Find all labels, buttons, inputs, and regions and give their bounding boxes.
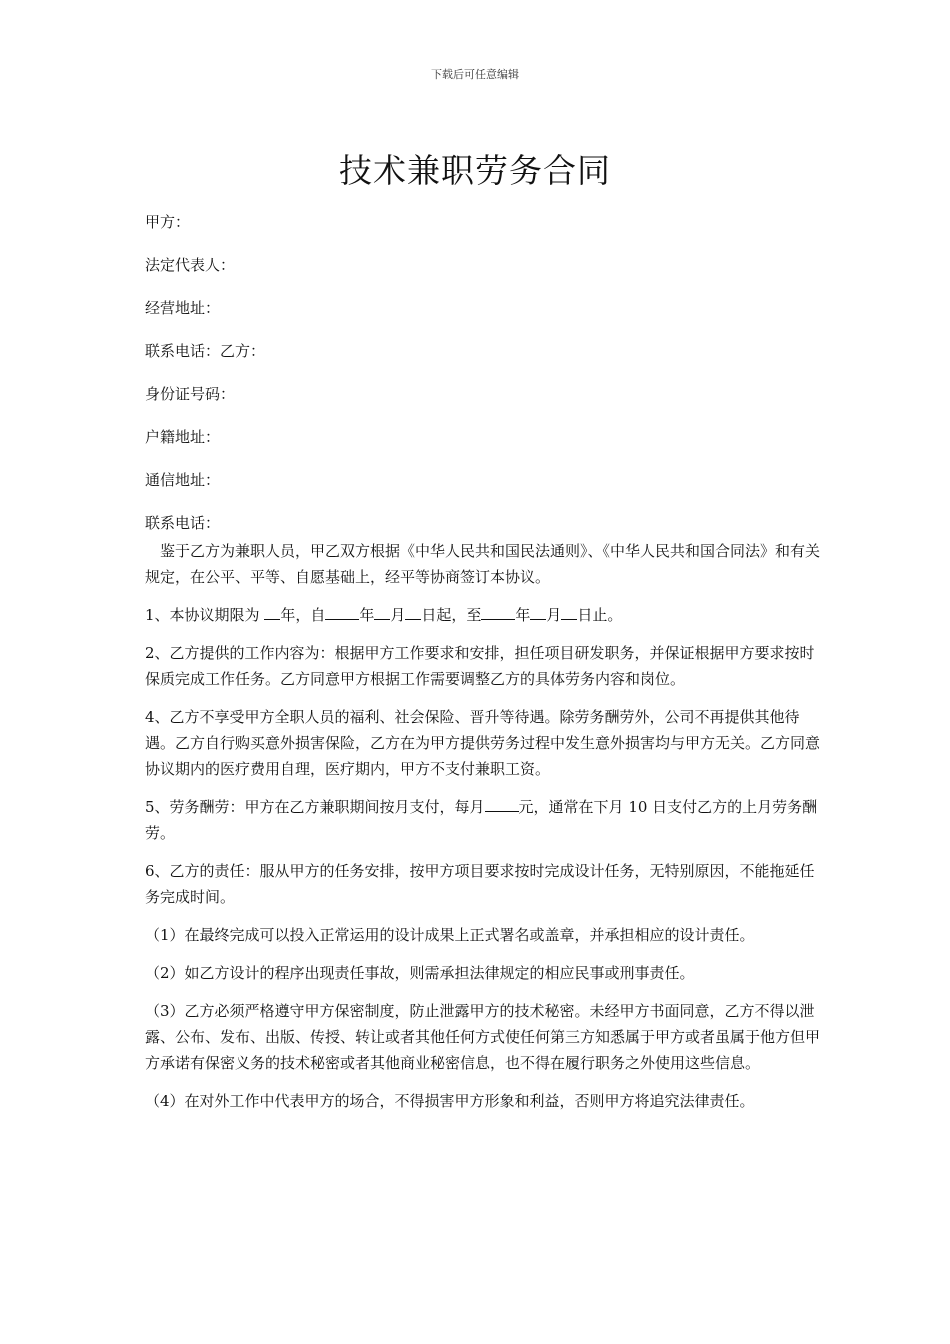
field-mail-address: 通信地址： <box>145 471 221 489</box>
field-phone-party-b: 联系电话：乙方： <box>145 342 266 360</box>
blank-start-month <box>374 603 390 620</box>
clause-2: 2、乙方提供的工作内容为：根据甲方工作要求和安排，担任项目研发职务，并保证根据甲方要求按时保质完成工作任务。乙方同意甲方根据工作需要调整乙方的具体劳务内容和岗位。 <box>145 644 815 688</box>
clause-1-text: 年 <box>515 606 531 624</box>
clause-6-sub-3: （3）乙方必须严格遵守甲方保密制度，防止泄露甲方的技术秘密。未经甲方书面同意，乙方不得以泄露、公布、发布、出版、传授、转让或者其他任何方式使任何第三方知悉属于甲方或者虽属于他方但甲方承诺有保密义务的技术秘密或者其他商业秘密信息，也不得在履行职务之外使用这些信息。 <box>145 1002 821 1072</box>
clause-6-sub-2: （2）如乙方设计的程序出现责任事故，则需承担法律规定的相应民事或刑事责任。 <box>145 964 695 982</box>
clause-6-sub-1: （1）在最终完成可以投入正常运用的设计成果上正式署名或盖章，并承担相应的设计责任。 <box>145 926 755 944</box>
clause-5-text: 元，通常在下月 10 日支付乙方的上月劳务酬劳。 <box>145 798 818 842</box>
document-body <box>145 210 820 1126</box>
clause-1-text: 日止。 <box>577 606 623 624</box>
blank-start-day <box>405 603 421 620</box>
clause-6-sub-4: （4）在对外工作中代表甲方的场合，不得损害甲方形象和利益，否则甲方将追究法律责任。 <box>145 1092 755 1110</box>
blank-monthly-amount <box>485 795 519 812</box>
clause-1-text: 1、本协议期限为 <box>145 606 265 624</box>
field-id-number: 身份证号码： <box>145 385 236 403</box>
document-title: 技术兼职劳务合同 <box>339 151 611 190</box>
clause-1-text: 日起，至 <box>421 606 482 624</box>
clause-5-text: 5、劳务酬劳：甲方在乙方兼职期间按月支付，每月 <box>145 798 485 816</box>
clause-1 <box>145 602 820 628</box>
blank-end-year <box>481 603 515 620</box>
field-legal-rep: 法定代表人： <box>145 256 236 274</box>
header-note: 下载后可任意编辑 <box>431 68 519 81</box>
blank-start-year <box>325 603 359 620</box>
clause-1-text: 月 <box>546 606 562 624</box>
field-party-a: 甲方： <box>145 213 191 231</box>
clause-6: 6、乙方的责任：服从甲方的任务安排，按甲方项目要求按时完成设计任务，无特别原因，不能拖延任务完成时间。 <box>145 862 815 906</box>
field-address: 经营地址： <box>145 299 221 317</box>
blank-end-day <box>561 603 577 620</box>
field-phone: 联系电话： <box>145 514 221 532</box>
preamble-paragraph: 鉴于乙方为兼职人员，甲乙双方根据《中华人民共和国民法通则》、《中华人民共和国合同法》和有关规定，在公平、平等、自愿基础上，经平等协商签订本协议。 <box>145 542 821 586</box>
field-household: 户籍地址： <box>145 428 221 446</box>
clause-1-text: 年，自 <box>280 606 326 624</box>
blank-years <box>264 603 280 620</box>
blank-end-month <box>530 603 546 620</box>
clause-4: 4、乙方不享受甲方全职人员的福利、社会保险、晋升等待遇。除劳务酬劳外，公司不再提供其他待遇。乙方自行购买意外损害保险，乙方在为甲方提供劳务过程中发生意外损害均与甲方无关。乙方同意协议期内的医疗费用自理，医疗期内，甲方不支付兼职工资。 <box>145 708 821 778</box>
clause-5 <box>145 794 820 846</box>
clause-1-text: 月 <box>390 606 406 624</box>
clause-1-text: 年 <box>359 606 375 624</box>
